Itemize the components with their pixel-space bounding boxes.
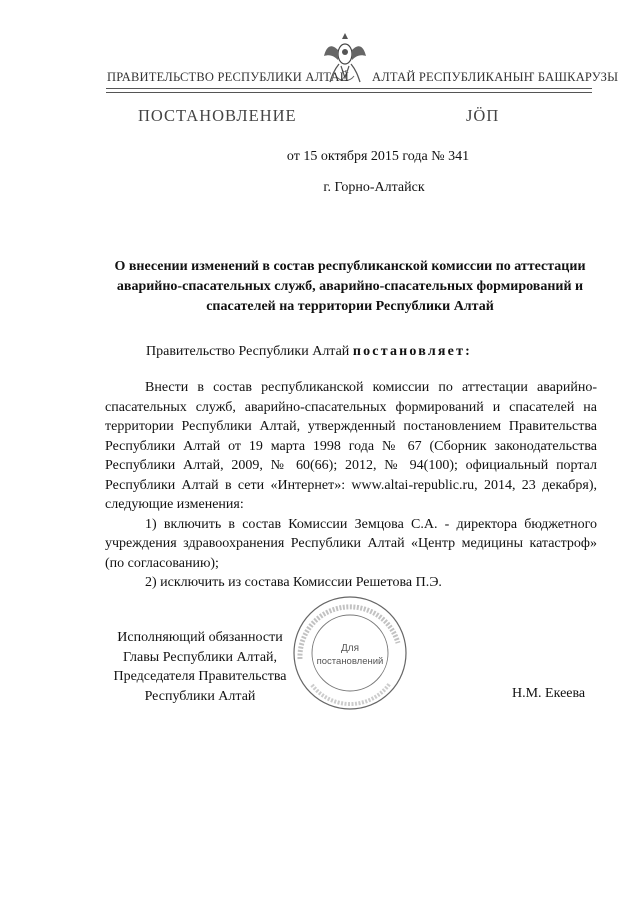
signatory-title: [100, 628, 300, 706]
body-paragraph-item-1: 1) включить в состав Комиссии Земцова С.А. - директора бюджетного учреждения здравоохранения Республики Алтай «Центр медицины катастроф» (по согласованию);: [105, 516, 597, 571]
document-body: [105, 378, 597, 593]
stamp-center-line-2: постановлений: [316, 656, 384, 667]
signatory-line-2: Главы Республики Алтай,: [122, 649, 278, 665]
signatory-line-4: Республики Алтай: [144, 688, 256, 704]
header-rule: [106, 88, 592, 89]
header-right-text: АЛТАЙ РЕСПУБЛИКАНЫҤ БАШКАРУЗЫ: [372, 70, 619, 84]
signatory-line-1: Исполняющий обязанности: [117, 630, 283, 645]
signatory-line-3: Председателя Правительства: [113, 669, 287, 684]
city-line: г. Горно-Алтайск: [323, 180, 425, 195]
header-left-text: ПРАВИТЕЛЬСТВО РЕСПУБЛИКИ АЛТАЙ: [107, 70, 349, 84]
doc-type-right: ЈӦП: [466, 106, 500, 125]
signatory-name: Н.М. Екеева: [512, 686, 586, 701]
stamp-center-line-1: Для: [340, 643, 360, 654]
body-paragraph-item-2: 2) исключить из состава Комиссии Решетова П.Э.: [145, 575, 442, 590]
body-paragraph-intro: Внести в состав республиканской комиссии по аттестации аварийно-спасательных служб, аварийно-спасательных формирований и спасателей на территории Республики Алтай, утвержденный постановлением Правительства Республики Алтай от 19 марта 1998 года № 67 (Сборник законодательства Республики Алтай, 2009, № 60(66); 2012, № 94(100); официальный портал Республики Алтай в сети «Интернет»: www.altai-republic.ru, 2014, 23 декабря), следующие изменения:: [105, 380, 597, 512]
doc-type-left: ПОСТАНОВЛЕНИЕ: [138, 106, 297, 125]
decree-verb: постановляет:: [352, 344, 473, 359]
document-title: О внесении изменений в состав республиканской комиссии по аттестации аварийно-спасательных служб, аварийно-спасательных формирований и спасателей на территории Республики Алтай: [114, 259, 586, 314]
decree-prefix: Правительство Республики Алтай: [146, 344, 350, 359]
official-stamp: [290, 593, 410, 713]
date-line: от 15 октября 2015 года № 341: [286, 149, 470, 164]
decree-line: [146, 344, 472, 360]
header-rule-secondary: [106, 92, 592, 93]
